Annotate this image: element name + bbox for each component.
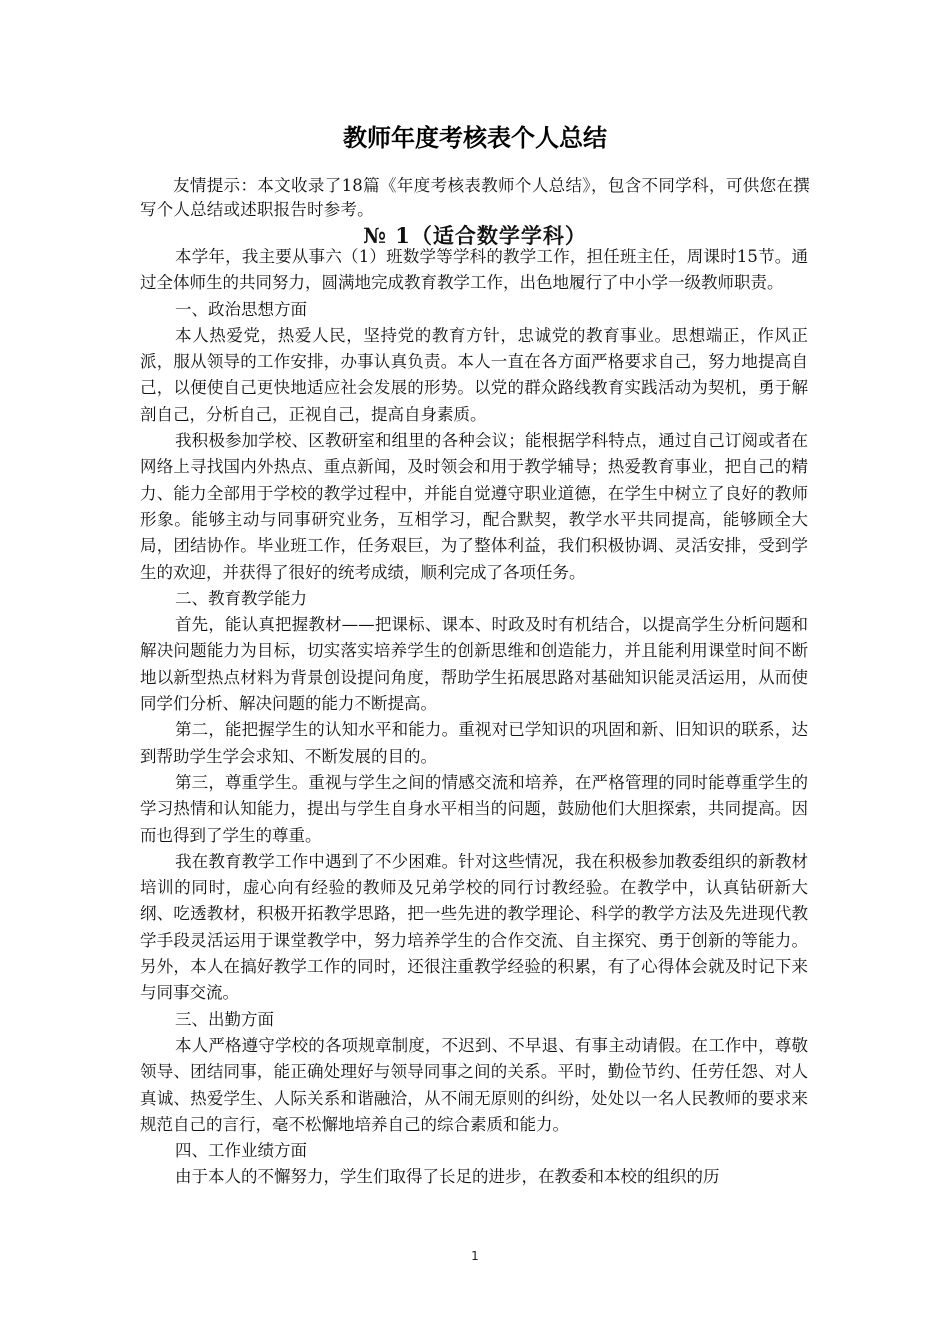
intro-paragraph: 本学年，我主要从事六（1）班数学等学科的教学工作，担任班主任，周课时15节。通过全体师生的共同努力，圆满地完成教育教学工作，出色地履行了中小学一级教师职责。 [140, 247, 808, 293]
document-title: 教师年度考核表个人总结 [343, 124, 607, 152]
paragraph: 首先，能认真把握教材——把课标、课本、时政及时有机结合，以提高学生分析问题和解决问题能力为目标，切实落实培养学生的创新思维和创造能力，并且能利用课堂时间不断地以新型热点材料为背景创设提问角度，帮助学生拓展思路对基础知识能灵活运用，从而使同学们分析、解决问题的能力不断提高。 [140, 615, 808, 714]
page-number: 1 [471, 1249, 479, 1263]
paragraph: 第二，能把握学生的认知水平和能力。重视对已学知识的巩固和新、旧知识的联系，达到帮助学生学会求知、不断发展的目的。 [140, 720, 808, 766]
paragraph: 第三，尊重学生。重视与学生之间的情感交流和培养，在严格管理的同时能尊重学生的学习热情和认知能力，提出与学生自身水平相当的问题，鼓励他们大胆探索，共同提高。因而也得到了学生的尊重。 [140, 772, 808, 845]
tip-paragraph: 友情提示：本文收录了18篇《年度考核表教师个人总结》，包含不同学科，可供您在撰写个人总结或述职报告时参考。 [140, 176, 810, 219]
body-text [140, 244, 808, 1191]
paragraph: 我积极参加学校、区教研室和组里的各种会议；能根据学科特点，通过自己订阅或者在网络上寻找国内外热点、重点新闻，及时领会和用于教学辅导；热爱教育事业，把自己的精力、能力全部用于学校的教学过程中，并能自觉遵守职业道德，在学生中树立了良好的教师形象。能够主动与同事研究业务，互相学习，配合默契，教学水平共同提高，能够顾全大局，团结协作。毕业班工作，任务艰巨，为了整体利益，我们积极协调、灵活安排，受到学生的欢迎，并获得了很好的统考成绩，顺利完成了各项任务。 [140, 431, 808, 582]
paragraph: 本人严格遵守学校的各项规章制度，不迟到、不早退、有事主动请假。在工作中，尊敬领导、团结同事，能正确处理好与领导同事之间的关系。平时，勤俭节约、任劳任怨、对人真诚、热爱学生、人际关系和谐融洽，从不闹无原则的纠纷，处处以一名人民教师的要求来规范自己的言行，毫不松懈地培养自己的综合素质和能力。 [140, 1035, 808, 1134]
subheading-politics: 一、政治思想方面 [175, 299, 307, 319]
section-heading: № 1（适合数学学科） [363, 223, 587, 248]
subheading-teaching: 二、教育教学能力 [175, 588, 307, 608]
subheading-performance: 四、工作业绩方面 [175, 1141, 307, 1161]
paragraph: 由于本人的不懈努力，学生们取得了长足的进步，在教委和本校的组织的历 [175, 1167, 720, 1187]
paragraph: 本人热爱党，热爱人民，坚持党的教育方针，忠诚党的教育事业。思想端正，作风正派，服从领导的工作安排，办事认真负责。本人一直在各方面严格要求自己，努力地提高自己，以便使自己更快地适应社会发展的形势。以党的群众路线教育实践活动为契机，勇于解剖自己，分析自己，正视自己，提高自身素质。 [140, 325, 808, 424]
paragraph: 我在教育教学工作中遇到了不少困难。针对这些情况，我在积极参加教委组织的新教材培训的同时，虚心向有经验的教师及兄弟学校的同行讨教经验。在教学中，认真钻研新大纲、吃透教材，积极开拓教学思路，把一些先进的教学理论、科学的教学方法及先进现代教学手段灵活运用于课堂教学中，努力培养学生的合作交流、自主探究、勇于创新的等能力。另外，本人在搞好教学工作的同时，还很注重教学经验的积累，有了心得体会就及时记下来与同事交流。 [140, 851, 808, 1003]
subheading-attendance: 三、出勤方面 [175, 1009, 274, 1029]
